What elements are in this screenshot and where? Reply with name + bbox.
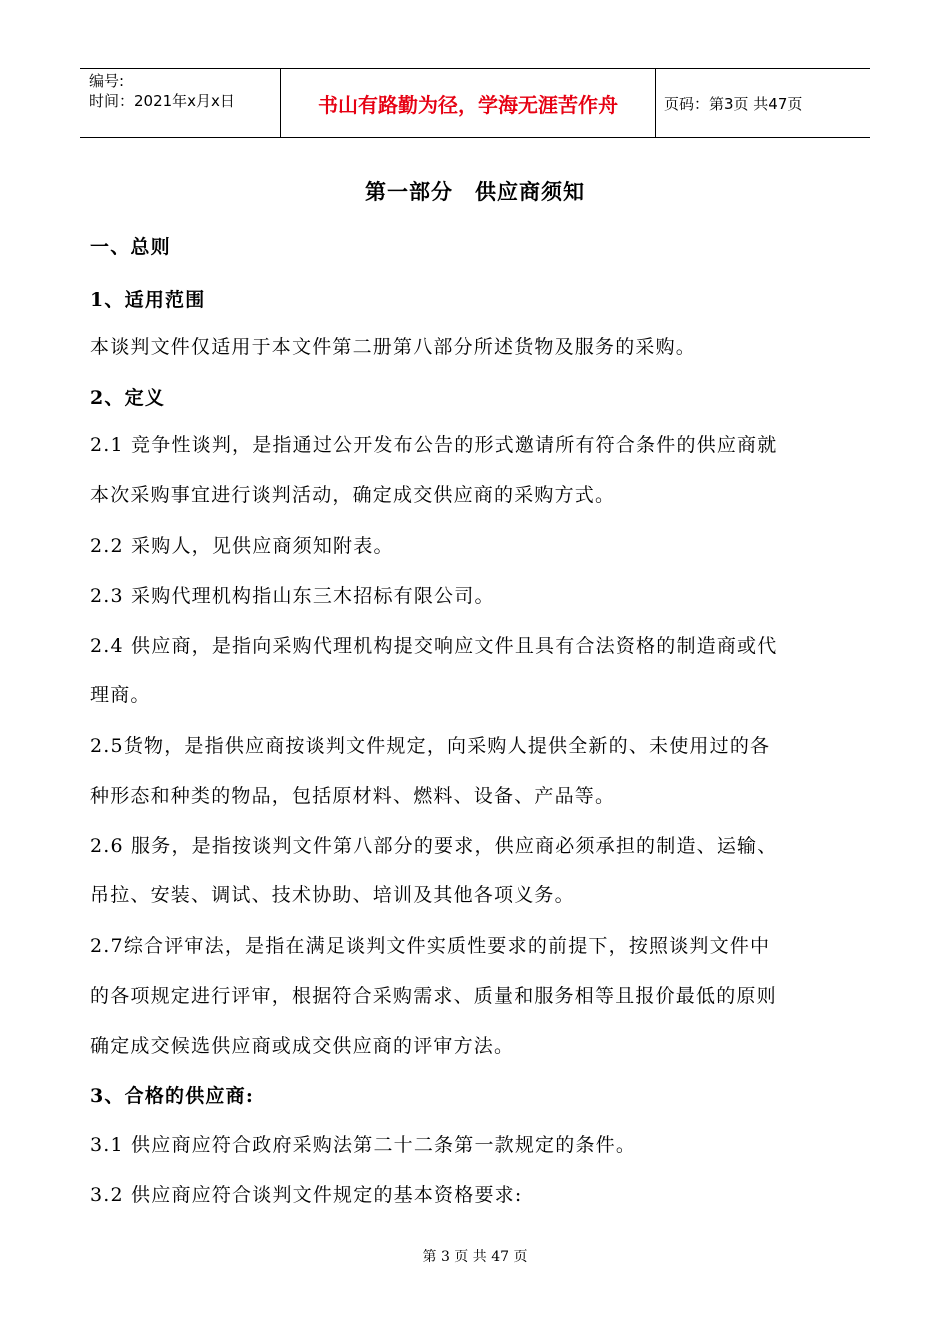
paragraph: 3.2 供应商应符合谈判文件规定的基本资格要求: [90,1184,523,1206]
header-meta [80,69,281,137]
paragraph: 2.7综合评审法，是指在满足谈判文件实质性要求的前提下，按照谈判文件中 [90,935,771,957]
paragraph: 2.4 供应商，是指向采购代理机构提交响应文件且具有合法资格的制造商或代 [90,635,778,657]
paragraph: 2.6 服务，是指按谈判文件第八部分的要求，供应商必须承担的制造、运输、 [90,835,778,857]
page-footer: 第 3 页 共 47 页 [422,1249,528,1265]
page-title [0,176,950,206]
paragraph: 2.1 竞争性谈判，是指通过公开发布公告的形式邀请所有符合条件的供应商就 [90,434,778,456]
paragraph: 确定成交候选供应商或成交供应商的评审方法。 [90,1035,515,1057]
paragraph: 3.1 供应商应符合政府采购法第二十二条第一款规定的条件。 [90,1134,637,1156]
header-motto: 书山有路勤为径，学海无涯苦作舟 [281,69,656,137]
paragraph: 的各项规定进行评审，根据符合采购需求、质量和服务相等且报价最低的原则 [90,985,777,1007]
paragraph: 2.5货物，是指供应商按谈判文件规定，向采购人提供全新的、未使用过的各 [90,735,771,757]
subsection-heading: 1、适用范围 [90,289,206,311]
document-header [80,68,870,138]
paragraph: 本次采购事宜进行谈判活动，确定成交供应商的采购方式。 [90,484,616,506]
paragraph: 种形态和种类的物品，包括原材料、燃料、设备、产品等。 [90,785,616,807]
paragraph: 2.3 采购代理机构指山东三木招标有限公司。 [90,585,495,607]
paragraph: 理商。 [90,684,151,706]
paragraph: 吊拉、安装、调试、技术协助、培训及其他各项义务。 [90,884,575,906]
subsection-heading: 2、定义 [90,387,166,409]
subsection-heading: 3、合格的供应商: [90,1085,255,1107]
number-label: 编号: [89,72,125,90]
section-heading: 一、总则 [90,236,171,258]
paragraph: 本谈判文件仅适用于本文件第二册第八部分所述货物及服务的采购。 [90,336,697,358]
title-name: 供应商须知 [475,179,585,204]
header-page-info: 页码：第3页 共47页 [664,94,803,113]
time-label: 时间：2021年x月x日 [89,92,235,110]
paragraph: 2.2 采购人，见供应商须知附表。 [90,535,394,557]
title-part: 第一部分 [365,179,453,204]
